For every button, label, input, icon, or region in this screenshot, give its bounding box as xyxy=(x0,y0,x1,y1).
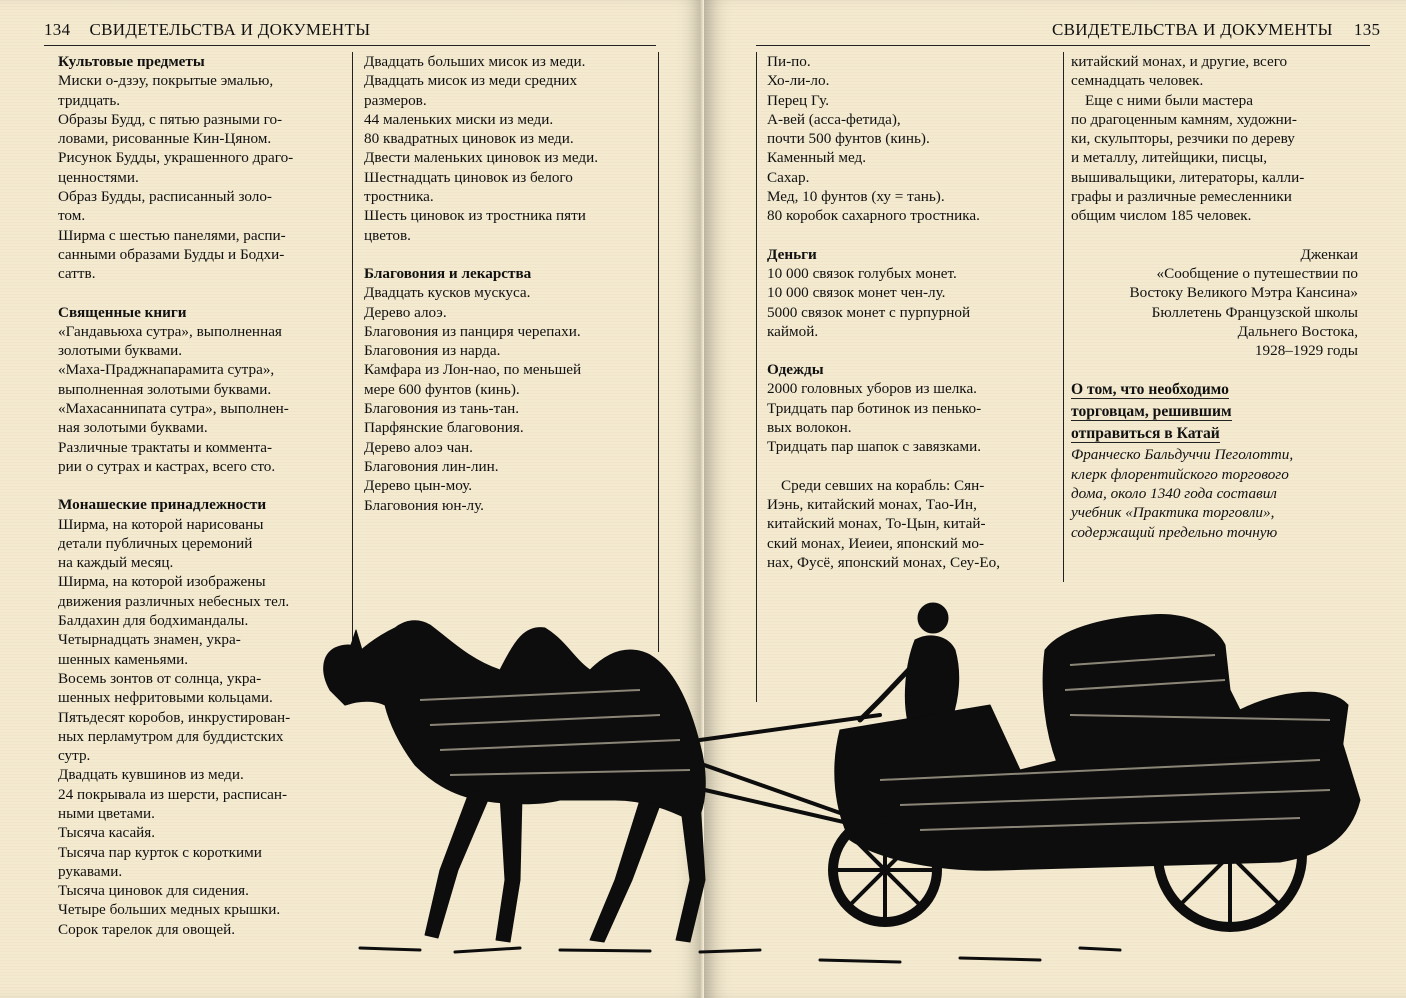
text-line: 2000 головных уборов из шелка. xyxy=(767,380,977,398)
text-line: каймой. xyxy=(767,322,819,340)
text-line: Ширма, на которой нарисованы xyxy=(58,515,264,533)
text-line: 24 покрывала из шерсти, расписан- xyxy=(58,785,288,803)
text-line: Сахар. xyxy=(767,168,810,186)
text-line: Ширма, на которой изображены xyxy=(58,573,266,591)
text-line: Перец Гу. xyxy=(767,91,830,109)
text-line: Благовония из нарда. xyxy=(364,342,501,360)
text-line: Востоку Великого Мэтра Кансина» xyxy=(1129,284,1358,302)
text-line: Миски о-дзэу, покрытые эмалью, xyxy=(58,72,274,90)
section-list xyxy=(767,264,1059,341)
text-line: китайский монах, и другие, всего xyxy=(1071,53,1288,70)
text-line: Иэнь, китайский монах, Тао-Ин, xyxy=(767,495,977,513)
text-line: Каменный мед. xyxy=(767,149,867,167)
section-list xyxy=(364,52,654,245)
text-line: санными образами Будды и Бодхи- xyxy=(58,245,285,263)
text-line: мере 600 фунтов (кинь). xyxy=(364,380,520,398)
text-line: ки, скульпторы, резчики по дереву xyxy=(1071,130,1295,148)
column-divider xyxy=(756,52,757,702)
text-line: размеров. xyxy=(364,91,427,109)
text-line: Тысяча касайя. xyxy=(58,824,156,842)
text-line: Образы Будд, с пятью разными го- xyxy=(58,110,283,128)
section-heading: Монашеские принадлежности xyxy=(58,496,267,514)
right-page-number: 135 xyxy=(1353,20,1381,39)
text-line: цветов. xyxy=(364,226,411,244)
left-running-header xyxy=(44,20,370,40)
left-header-rule xyxy=(44,45,656,46)
text-line: графы и различные ремесленники xyxy=(1071,188,1292,206)
section-list xyxy=(58,515,348,940)
text-line: Дерево алоэ чан. xyxy=(364,438,473,456)
text-line: Благовония юн-лу. xyxy=(364,496,484,514)
text-line: рии о сутрах и кастрах, всего сто. xyxy=(58,457,276,475)
section-heading: Культовые предметы xyxy=(58,53,205,70)
text-line: Двести маленьких циновок из меди. xyxy=(364,149,599,167)
text-line: 1928–1929 годы xyxy=(1254,342,1358,360)
text-line: 5000 связок монет с пурпурной xyxy=(767,303,971,321)
text-line: Бюллетень Французской школы xyxy=(1151,303,1358,321)
section-heading: Благовония и лекарства xyxy=(364,264,532,282)
text-line: золотыми буквами. xyxy=(58,342,183,360)
document-heading xyxy=(1071,379,1358,445)
text-line: Дальнего Востока, xyxy=(1237,322,1358,340)
column-divider xyxy=(658,52,659,652)
text-line: Ширма с шестью панелями, распи- xyxy=(58,226,286,244)
italic-intro xyxy=(1071,445,1358,541)
heading-text: торговцам, решившим xyxy=(1071,403,1232,421)
text-line: по драгоценным камням, художни- xyxy=(1071,110,1297,128)
text-line: тростника. xyxy=(364,188,434,206)
text-line: ная золотыми буквами. xyxy=(58,419,208,437)
right-column-2 xyxy=(1071,52,1358,542)
text-line: тридцать. xyxy=(58,91,121,109)
text-line: на каждый месяц. xyxy=(58,554,174,572)
text-line: Тысяча пар курток с короткими xyxy=(58,843,262,861)
text-line: почти 500 фунтов (кинь). xyxy=(767,130,930,148)
text-line: сутр. xyxy=(58,747,91,765)
paragraph-lines xyxy=(1071,110,1358,226)
paragraph-lines xyxy=(767,495,1059,572)
right-page xyxy=(704,0,1406,998)
text-line: семнадцать человек. xyxy=(1071,72,1204,90)
text-line: «Сообщение о путешествии по xyxy=(1156,264,1358,282)
text-line: ский монах, Иеиеи, японский мо- xyxy=(767,534,985,552)
text-line: Хо-ли-ло. xyxy=(767,72,830,90)
paragraph-first-line: Среди севших на корабль: Сян- xyxy=(781,476,985,494)
text-line: Двадцать кусков мускуса. xyxy=(364,284,531,302)
column-divider xyxy=(1063,52,1064,582)
paragraph-first-line: Еще с ними были мастера xyxy=(1085,91,1253,109)
text-line: Благовония лин-лин. xyxy=(364,457,499,475)
text-line: Рисунок Будды, украшенного драго- xyxy=(58,149,294,167)
section-list xyxy=(58,322,348,476)
section-heading: Одежды xyxy=(767,361,824,379)
text-line: ценностями. xyxy=(58,168,139,186)
text-line: шенных каменьями. xyxy=(58,650,189,668)
text-line: Шесть циновок из тростника пяти xyxy=(364,207,586,225)
text-line: рукавами. xyxy=(58,862,123,880)
text-line: Различные трактаты и коммента- xyxy=(58,438,273,456)
text-line: Камфара из Лон-нао, по меньшей xyxy=(364,361,582,379)
text-line: 10 000 связок монет чен-лу. xyxy=(767,284,946,302)
text-line: шенных нефритовыми кольцами. xyxy=(58,689,273,707)
text-line: Пи-по. xyxy=(767,53,811,70)
section-list xyxy=(58,71,348,283)
text-line: содержащий предельно точную xyxy=(1071,523,1278,541)
column-divider xyxy=(352,52,353,652)
text-line: Тысяча циновок для сидения. xyxy=(58,882,249,900)
text-line: Восемь зонтов от солнца, укра- xyxy=(58,669,262,687)
left-column-2 xyxy=(364,52,654,515)
text-line: «Гандавьюха сутра», выполненная xyxy=(58,322,282,340)
section-list xyxy=(364,283,654,515)
text-line xyxy=(1071,423,1358,445)
text-line: ловами, рисованные Кин-Цяном. xyxy=(58,130,272,148)
heading-text: О том, что необходимо xyxy=(1071,381,1229,399)
text-line: 80 квадратных циновок из меди. xyxy=(364,130,574,148)
text-line: движения различных небесных тел. xyxy=(58,592,290,610)
right-column-1 xyxy=(767,52,1059,572)
text-line: Балдахин для бодхимандалы. xyxy=(58,612,249,630)
text-line: детали публичных церемоний xyxy=(58,534,253,552)
section-heading: Деньги xyxy=(767,245,817,263)
text-line: А-вей (асса-фетида), xyxy=(767,110,901,128)
text-line: Мед, 10 фунтов (ху = тань). xyxy=(767,188,945,206)
right-running-head-title: СВИДЕТЕЛЬСТВА И ДОКУМЕНТЫ xyxy=(1052,20,1333,39)
text-line: Дженкаи xyxy=(1300,245,1358,263)
text-line: Благовония из тань-тан. xyxy=(364,400,520,418)
heading-text: отправиться в Катай xyxy=(1071,425,1220,443)
left-column-1 xyxy=(58,52,348,939)
text-line: ных перламутром для буддистских xyxy=(58,727,284,745)
section-list xyxy=(767,379,1059,456)
text-line: Благовония из панциря черепахи. xyxy=(364,322,581,340)
text-line: выполненная золотыми буквами. xyxy=(58,380,272,398)
text-line xyxy=(1071,401,1358,423)
text-line: и металлу, литейщики, писцы, xyxy=(1071,149,1268,167)
text-line: Образ Будды, расписанный золо- xyxy=(58,188,272,206)
text-line: 80 коробок сахарного тростника. xyxy=(767,207,980,225)
text-line: Двадцать больших мисок из меди. xyxy=(364,53,586,70)
text-line: учебник «Практика торговли», xyxy=(1071,504,1275,522)
text-line: Двадцать кувшинов из меди. xyxy=(58,766,244,784)
text-line: Четыре больших медных крышки. xyxy=(58,901,281,919)
text-line: вышивальщики, литераторы, калли- xyxy=(1071,168,1305,186)
text-line: Сорок тарелок для овощей. xyxy=(58,920,236,938)
text-line: Шестнадцать циновок из белого xyxy=(364,168,573,186)
text-line: ными цветами. xyxy=(58,804,155,822)
text-line: Тридцать пар ботинок из пенько- xyxy=(767,399,982,417)
text-line: Дерево алоэ. xyxy=(364,303,447,321)
left-page-number: 134 xyxy=(44,20,71,39)
text-line: 44 маленьких миски из меди. xyxy=(364,110,554,128)
text-line: вых волокон. xyxy=(767,419,852,437)
source-citation xyxy=(1071,245,1358,361)
text-line: китайский монах, То-Цын, китай- xyxy=(767,515,986,533)
text-line: Пятьдесят коробов, инкрустирован- xyxy=(58,708,291,726)
text-line: Двадцать мисок из меди средних xyxy=(364,72,578,90)
text-line: нах, Фусё, японский монах, Сеу-Ео, xyxy=(767,553,1000,571)
text-line: Дерево цын-моу. xyxy=(364,477,473,495)
text-line: саттв. xyxy=(58,265,96,283)
left-running-head-title: СВИДЕТЕЛЬСТВА И ДОКУМЕНТЫ xyxy=(89,20,371,39)
text-line: Тридцать пар шапок с завязками. xyxy=(767,438,982,456)
text-line: 10 000 связок голубых монет. xyxy=(767,264,957,282)
text-line: дома, около 1340 года составил xyxy=(1071,485,1277,503)
text-line: клерк флорентийского торгового xyxy=(1071,465,1289,483)
right-running-header xyxy=(1052,20,1380,40)
section-list xyxy=(767,52,1059,226)
text-line xyxy=(1071,379,1358,401)
text-line: общим числом 185 человек. xyxy=(1071,207,1252,225)
text-line: том. xyxy=(58,207,86,225)
paragraph-lines xyxy=(1071,52,1358,91)
text-line: Парфянские благовония. xyxy=(364,419,524,437)
text-line: «Маха-Праджнапарамита сутра», xyxy=(58,361,275,379)
section-heading: Священные книги xyxy=(58,303,187,321)
text-line: «Махасаннипата сутра», выполнен- xyxy=(58,400,289,418)
text-line: Четырнадцать знамен, укра- xyxy=(58,631,241,649)
right-header-rule xyxy=(756,45,1370,46)
text-line: Франческо Бальдуччи Пеголотти, xyxy=(1071,446,1294,464)
